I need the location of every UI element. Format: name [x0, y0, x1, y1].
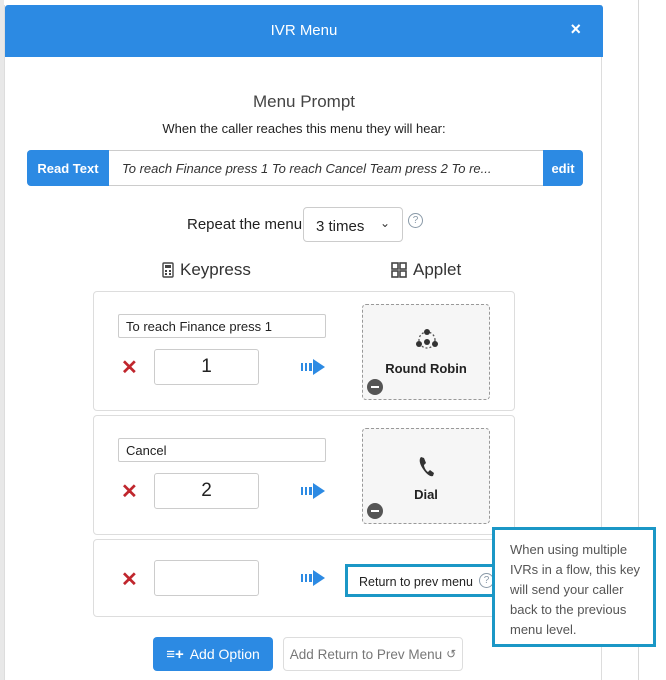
applet-drop-zone[interactable] [362, 428, 490, 524]
edit-prompt-button[interactable]: edit [543, 150, 583, 186]
menu-option-card [93, 415, 515, 535]
menu-prompt-heading: Menu Prompt [252, 92, 356, 111]
menu-prompt-subheading: When the caller reaches this menu they will hear: [162, 121, 446, 136]
option-key-input[interactable]: 1 [154, 349, 259, 385]
menu-option-card [93, 291, 515, 411]
return-help-tooltip: When using multiple IVRs in a flow, this key will send your caller back to the previous menu level. [492, 527, 656, 647]
undo-icon: ↺ [446, 647, 457, 661]
return-to-prev-menu-label: Return to prev menu [359, 575, 473, 589]
add-return-label: Add Return to Prev Menu [289, 646, 443, 662]
arrow-right-icon [301, 483, 325, 499]
option-description-input[interactable]: To reach Finance press 1 [118, 314, 326, 338]
remove-option-icon[interactable]: ✕ [121, 357, 138, 379]
calculator-icon [162, 262, 174, 278]
round-robin-icon [414, 327, 440, 353]
menu-option-card [93, 539, 515, 617]
help-icon[interactable]: ? [408, 213, 423, 228]
grid-icon [391, 262, 407, 278]
applet-name: Dial [414, 487, 438, 502]
arrow-right-icon [301, 570, 325, 586]
keypress-column-header [162, 260, 251, 280]
dialog-title: IVR Menu [270, 22, 338, 39]
add-list-icon: ≡+ [166, 645, 184, 663]
applet-column-header [391, 260, 461, 280]
return-to-prev-menu-applet [345, 564, 497, 597]
remove-option-icon[interactable]: ✕ [121, 569, 138, 591]
option-description-input[interactable]: Cancel [118, 438, 326, 462]
prompt-text-row [27, 150, 583, 186]
help-icon[interactable]: ? [479, 573, 494, 588]
repeat-menu-label: Repeat the menu [187, 216, 303, 233]
keypress-label: Keypress [180, 260, 251, 279]
close-icon[interactable]: × [570, 19, 581, 39]
read-text-button[interactable]: Read Text [27, 150, 109, 186]
remove-applet-icon[interactable] [367, 503, 383, 519]
repeat-menu-value: 3 times [316, 218, 365, 235]
add-option-label: Add Option [189, 646, 260, 662]
option-key-input[interactable] [154, 560, 259, 596]
phone-icon [417, 455, 437, 479]
repeat-menu-select[interactable] [303, 207, 403, 242]
arrow-right-icon [301, 359, 325, 375]
applet-drop-zone[interactable] [362, 304, 490, 400]
applet-name: Round Robin [385, 361, 467, 376]
dialog-header [5, 5, 603, 57]
chevron-down-icon: ⌄ [379, 216, 390, 230]
add-option-button[interactable] [153, 637, 273, 671]
option-key-input[interactable]: 2 [154, 473, 259, 509]
applet-label: Applet [413, 260, 462, 279]
remove-applet-icon[interactable] [367, 379, 383, 395]
add-return-to-prev-menu-button[interactable] [283, 637, 463, 671]
remove-option-icon[interactable]: ✕ [121, 481, 138, 503]
prompt-text: To reach Finance press 1 To reach Cancel Team press 2 To re... [122, 161, 492, 176]
